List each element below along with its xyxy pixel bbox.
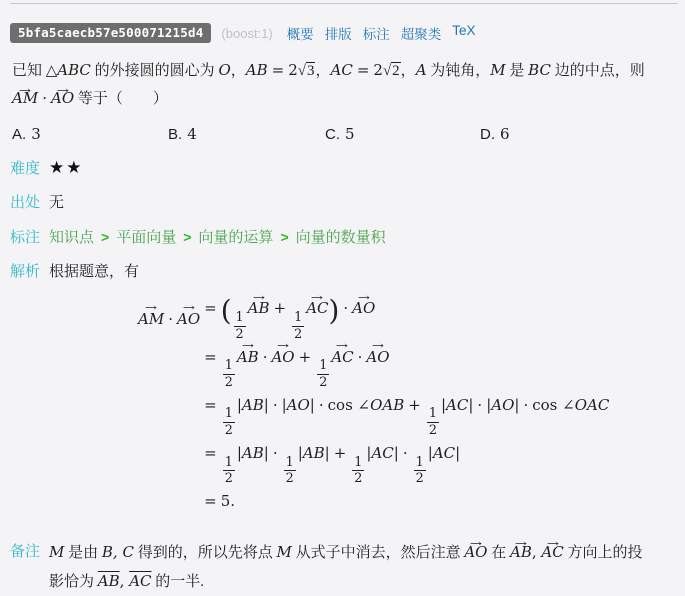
equation-row — [138, 393, 609, 441]
equation-row — [138, 489, 609, 514]
option-label: A. — [12, 126, 27, 143]
abs-value: |AO| — [486, 395, 520, 414]
option-value: 4 — [187, 125, 197, 143]
math-var: M — [49, 543, 65, 562]
source-label: 出处 — [10, 194, 41, 211]
fraction: $\frac{1}{2}$ — [428, 406, 437, 439]
math-operator: + — [333, 443, 347, 462]
fraction: $\frac{1}{2}$ — [235, 309, 244, 342]
fraction: $\frac{1}{2}$ — [224, 454, 233, 487]
header-link[interactable]: TeX — [452, 23, 476, 38]
math-text: 已知 △ — [12, 63, 58, 79]
top-divider — [10, 3, 678, 4]
header-links — [287, 23, 476, 43]
math-text: ， — [400, 63, 416, 79]
equation-lhs — [138, 489, 200, 514]
option-value: 5 — [345, 125, 355, 143]
fraction: $\frac{1}{2}$ — [415, 454, 424, 487]
math-var: O — [218, 61, 231, 79]
overline-var: $\overline{AC}$ — [129, 572, 152, 591]
abs-value: |AB| — [236, 443, 269, 462]
vector-arrow-var: → AB — [248, 299, 270, 317]
difficulty-row — [10, 159, 675, 178]
math-operator: · — [343, 299, 349, 318]
fraction: $\frac{1}{2}$ — [354, 454, 363, 487]
tags-row — [10, 228, 675, 247]
tag-separator: > — [101, 229, 110, 245]
equation-rhs — [200, 441, 609, 489]
math-text: 等于（ ） — [74, 91, 168, 107]
knowledge-tag[interactable]: 向量的运算 — [198, 229, 274, 246]
analysis-intro: 根据题意，有 — [49, 264, 140, 280]
fraction: $\frac{1}{2}$ — [285, 454, 294, 487]
equation-rows — [138, 294, 609, 514]
option-label: D. — [480, 126, 495, 143]
math-roman: , — [531, 543, 542, 562]
vector-arrow-var: → AM — [138, 310, 164, 328]
option-item — [325, 125, 480, 144]
math-var: AB — [245, 61, 268, 79]
remark-content — [49, 538, 657, 596]
math-roman: cos ∠ — [532, 395, 575, 414]
fraction: $\frac{1}{2}$ — [294, 309, 303, 342]
math-roman: cos ∠ — [327, 395, 371, 414]
math-operator: = — [271, 61, 285, 79]
header-link[interactable]: 标注 — [362, 27, 390, 42]
header-link[interactable]: 排版 — [324, 27, 352, 42]
equation-rhs — [200, 393, 609, 441]
fraction: $\frac{1}{2}$ — [319, 358, 328, 390]
equation-rhs — [200, 345, 609, 393]
knowledge-tags — [94, 229, 386, 246]
math-text: ， — [230, 63, 246, 79]
math-operator: + — [408, 395, 421, 414]
vector-arrow-var: → AO — [51, 85, 74, 112]
math-text: 的外接圆的圆心为 — [90, 63, 219, 79]
option-value: 6 — [500, 125, 510, 143]
equation-rhs — [200, 489, 609, 514]
big-paren: ) — [328, 294, 340, 327]
equation-row — [138, 441, 609, 489]
math-operator: · — [272, 395, 278, 414]
option-label: C. — [325, 126, 340, 143]
math-operator: = — [204, 395, 217, 414]
math-text: 是由 — [64, 545, 102, 562]
header-link[interactable]: 概要 — [286, 27, 314, 42]
math-var: AC — [330, 61, 353, 79]
math-operator: = — [204, 299, 217, 318]
math-operator: · — [523, 395, 529, 414]
math-operator: = — [204, 492, 217, 511]
vector-arrow-var: → AO — [464, 538, 487, 566]
equation-lhs — [138, 393, 200, 441]
knowledge-tag[interactable]: 向量的数量积 — [295, 229, 386, 246]
math-roman: , — [119, 572, 130, 591]
tags-label: 标注 — [10, 229, 41, 246]
equation-lhs — [138, 345, 200, 393]
header-link[interactable]: 超聚类 — [400, 27, 442, 42]
math-var: M — [276, 543, 292, 562]
math-operator: · — [42, 89, 47, 107]
overline-var: $\overline{AB}$ — [97, 572, 120, 591]
math-text: 从式子中消去，然后注意 — [291, 545, 465, 562]
fraction: $\frac{1}{2}$ — [224, 358, 233, 390]
math-var: BC — [528, 61, 551, 79]
boost-label: (boost:1) — [221, 25, 273, 41]
option-item — [480, 125, 685, 144]
square-root: √2 — [382, 63, 400, 79]
knowledge-tag[interactable]: 平面向量 — [116, 229, 177, 246]
fraction: $\frac{1}{2}$ — [224, 406, 233, 439]
equation-block — [138, 294, 685, 514]
math-operator: · — [357, 347, 363, 366]
header-row — [10, 23, 673, 43]
math-operator: · — [272, 443, 278, 462]
math-operator: = — [204, 347, 217, 366]
option-label: B. — [168, 126, 183, 143]
math-roman: 5. — [220, 492, 236, 511]
math-var: M — [490, 61, 506, 79]
vector-arrow-var: → AB — [237, 348, 259, 366]
difficulty-stars: ★★ — [49, 158, 84, 178]
math-operator: · — [168, 309, 173, 328]
vector-arrow-var: → AO — [352, 299, 375, 317]
remark-label: 备注 — [10, 543, 41, 561]
equation-rhs — [200, 294, 609, 345]
vector-arrow-var: → AC — [331, 348, 353, 366]
math-text: 在 — [487, 545, 510, 562]
abs-value: |AC| — [440, 395, 474, 414]
analysis-label: 解析 — [10, 263, 41, 280]
math-operator: + — [273, 299, 287, 318]
math-var: A — [415, 61, 427, 79]
vector-arrow-var: → AC — [541, 538, 563, 566]
analysis-row — [10, 262, 675, 282]
vector-arrow-var: → AC — [306, 299, 328, 317]
vector-arrow-var: → AO — [177, 310, 200, 328]
tag-separator: > — [280, 229, 289, 245]
question-id-badge: 5bfa5caecb57e500071215d4 — [10, 23, 211, 43]
equation-row — [138, 294, 609, 345]
question-detail-page — [0, 3, 685, 591]
options-row — [12, 125, 685, 144]
equation-lhs — [138, 441, 200, 489]
equation-row — [138, 345, 609, 393]
abs-value: |AO| — [281, 395, 315, 414]
equation-lhs — [138, 294, 200, 345]
math-var: B, C — [101, 543, 134, 562]
source-row — [10, 193, 675, 213]
option-value: 3 — [31, 125, 41, 143]
vector-arrow-var: → AO — [366, 348, 389, 366]
tag-separator: > — [183, 229, 192, 245]
knowledge-root-tag[interactable]: 知识点 — [49, 229, 95, 246]
math-var: OAC — [574, 395, 610, 414]
math-operator: · — [477, 395, 483, 414]
math-text: 是 — [505, 63, 529, 79]
knowledge-path — [49, 228, 386, 247]
math-operator: = — [356, 61, 370, 79]
option-item — [12, 125, 168, 144]
math-operator: · — [262, 347, 268, 366]
vector-arrow-var: → AB — [510, 538, 532, 566]
math-text: 方向上的投影恰为 — [49, 545, 643, 591]
option-item — [168, 125, 325, 144]
question-stem — [12, 57, 669, 113]
abs-value: |AB| — [236, 395, 269, 414]
vector-arrow-var: → AM — [12, 85, 38, 112]
math-text: 的一半. — [151, 574, 205, 591]
math-operator: · — [318, 395, 324, 414]
math-operator: = — [204, 443, 217, 462]
abs-value: |AB| — [297, 443, 330, 462]
math-text: 边的中点，则 — [550, 63, 645, 79]
source-value: 无 — [49, 195, 65, 211]
remark-row — [10, 538, 671, 596]
math-roman: 2 — [288, 61, 298, 79]
difficulty-label: 难度 — [10, 160, 41, 177]
math-roman: 2 — [373, 61, 383, 79]
square-root: √3 — [297, 63, 315, 79]
math-text: 为钝角， — [426, 63, 491, 79]
math-text: ， — [315, 63, 331, 79]
big-paren: ( — [220, 294, 232, 327]
abs-value: |AC| — [427, 443, 461, 462]
abs-value: |AC| — [366, 443, 399, 462]
vector-arrow-var: → AO — [271, 348, 294, 366]
equation-table — [138, 294, 609, 514]
math-var: OAB — [370, 395, 405, 414]
math-text: 得到的，所以先将点 — [133, 545, 277, 562]
math-operator: · — [402, 443, 408, 462]
math-var: ABC — [57, 61, 91, 79]
math-operator: + — [298, 347, 312, 366]
